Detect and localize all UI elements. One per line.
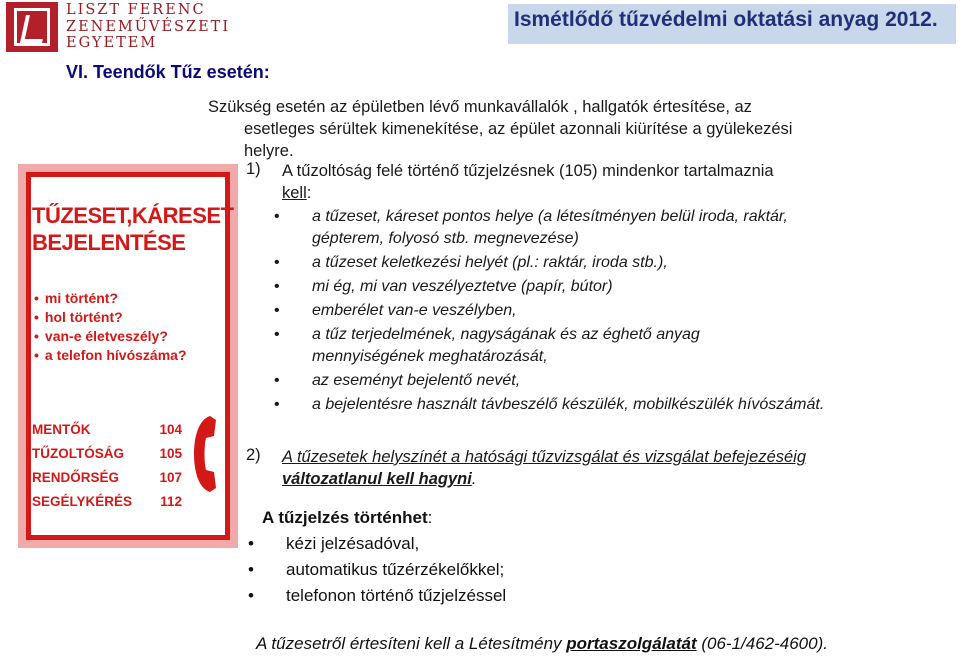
alarm-heading-bold: A tűzjelzés történhet [262,508,428,527]
service-label: RENDŐRSÉG [32,470,120,485]
list-item: • kézi jelzésadóval, [248,531,506,557]
list-item: • az eseményt bejelentő nevét, [274,370,834,392]
sign-phone-numbers [32,418,182,514]
list-item: • a tűz terjedelmének, nagyságának és az éghető anyag mennyiségének meghatározását, [274,324,812,368]
footer-emphasis: portaszolgálatát [566,634,697,653]
emergency-sign [18,164,238,548]
list-item-1-end: : [306,184,312,202]
banner-title: Ismétlődő tűzvédelmi oktatási anyag 2012. [514,8,938,31]
service-number: 112 [160,494,182,509]
list-item-1-text [282,160,902,204]
intro-line-1: Szükség esetén az épületben lévő munkavállalók , hallgatók értesítése, az [208,98,752,116]
logo-line-2: ZENEMŰVÉSZETI [66,18,231,35]
alarm-heading [262,508,432,528]
intro-line-3: helyre. [244,142,294,160]
sign-number-row [32,442,182,466]
list-item: • automatikus tűzérzékelőkkel; [248,557,506,583]
university-name [66,2,230,52]
list-item: • a bejelentésre használt távbeszélő készülék, mobilkészülék hívószámát. [274,394,842,416]
footer-end: (06-1/462-4600). [696,634,828,653]
logo-line-1: LISZT FERENC [66,2,206,18]
sign-question: • van-e életveszély? [34,327,187,346]
telephone-icon [192,414,218,494]
list-item-2-text [282,446,922,490]
alarm-list [248,531,506,609]
sign-number-row [32,490,182,514]
list-item: • mi ég, mi van veszélyeztetve (papír, bútor) [274,276,834,298]
intro-paragraph [208,96,848,162]
service-label: SEGÉLYKÉRÉS [32,494,133,509]
list-number: 2) [246,446,261,464]
service-label: MENTŐK [32,422,91,437]
sign-number-row [32,418,182,442]
list-item-2-end: . [471,470,477,488]
university-logo-icon [6,2,58,52]
list-item: • emberélet van-e veszélyben, [274,300,834,322]
section-title: VI. Teendők Tűz esetén: [66,62,270,82]
service-number: 105 [159,446,182,461]
service-label: TŰZOLTÓSÁG [32,446,124,461]
sign-question: • hol történt? [34,308,187,327]
sign-number-row [32,466,182,490]
sub-list [274,206,834,418]
list-item: • telefonon történő tűzjelzéssel [248,583,506,609]
footer-pre: A tűzesetről értesíteni kell a Létesítmény [256,634,567,653]
list-item-1-emphasis: kell [282,184,307,202]
list-number: 1) [246,160,261,178]
list-item-1-pre: A tűzoltóság felé történő tűzjelzésnek (105) mindenkor tartalmaznia [282,162,774,180]
footer-note [256,634,828,654]
header-banner [508,4,956,44]
sign-question: • a telefon hívószáma? [34,346,187,365]
list-item: • a tűzeset keletkezési helyét (pl.: raktár, iroda stb.), [274,252,834,274]
list-item-2-emphasis: változatlanul kell hagyni [282,470,472,488]
sign-heading-1: TŰZESET,KÁRESET [32,203,234,228]
list-item-2-pre: A tűzesetek helyszínét a hatósági tűzvizsgálat és vizsgálat befejezéséig [282,448,807,466]
sign-question: • mi történt? [34,289,187,308]
service-number: 104 [159,422,182,437]
alarm-heading-end: : [427,508,433,527]
sign-questions [34,289,187,365]
list-item: • a tűzeset, káreset pontos helye (a létesítményen belül iroda, raktár, gépterem, folyosó stb. megnevezése) [274,206,832,250]
service-number: 107 [159,470,182,485]
sign-heading-2: BEJELENTÉSE [32,230,186,255]
intro-line-2: esetleges sérültek kimenekítése, az épület azonnali kiürítése a gyülekezési [244,120,793,138]
sign-heading [32,202,234,256]
logo-line-3: EGYETEM [66,35,158,51]
